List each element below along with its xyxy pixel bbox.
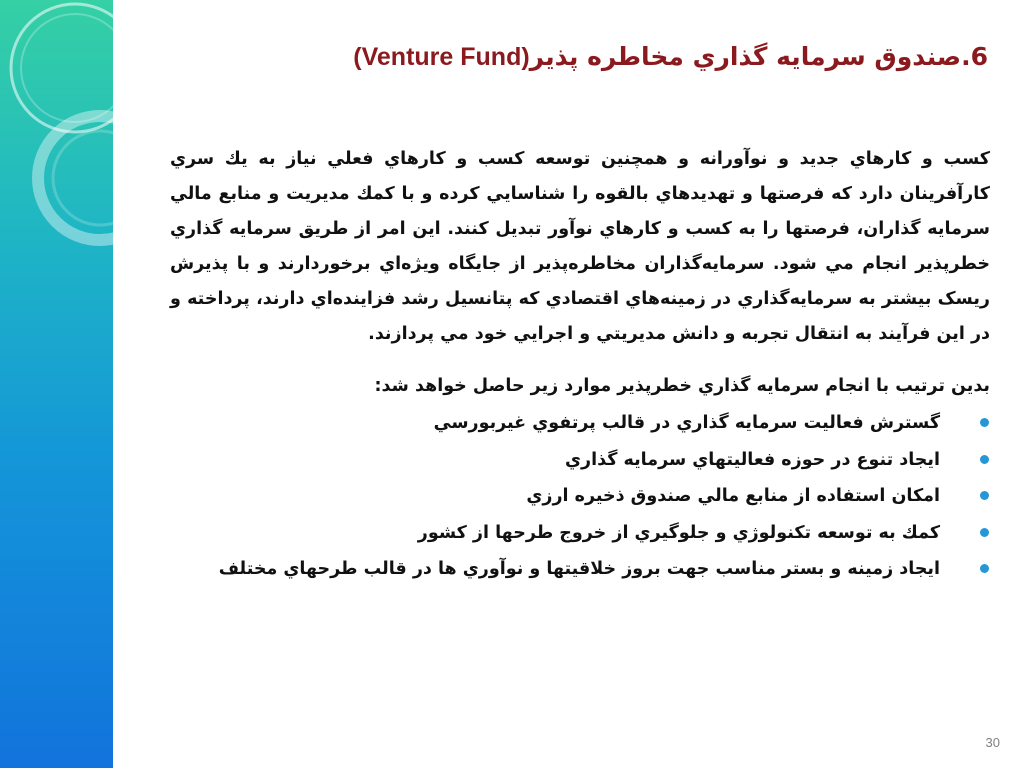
list-item <box>170 482 990 519</box>
list-item <box>170 555 990 592</box>
bullet-text: امكان استفاده از منابع مالي صندوق ذخيره ارزي <box>526 486 940 506</box>
list-item <box>170 519 990 556</box>
bullet-dot-icon <box>980 528 989 537</box>
bullet-text: ايجاد زمينه و بستر مناسب جهت بروز خلاقيتها و نوآوري ها در قالب طرحهاي مختلف <box>218 559 940 579</box>
bullet-text: گسترش فعاليت سرمايه گذاري در قالب پرتفوي غيربورسي <box>433 413 940 433</box>
bullet-list <box>170 409 990 592</box>
list-item <box>170 446 990 483</box>
slide-title-text: 6.صندوق سرمايه گذاري مخاطره پذير <box>529 42 988 71</box>
bullet-text: ايجاد تنوع در حوزه فعاليتهاي سرمايه گذاري <box>565 449 940 470</box>
bullet-dot-icon <box>980 418 989 427</box>
decorative-side-band <box>0 0 113 768</box>
bullet-text: كمك به توسعه تكنولوژي و جلوگيري از خروج طرحها از كشور <box>417 522 940 543</box>
list-item <box>170 409 990 446</box>
bullets-intro: بدين ترتيب با انجام سرمايه گذاري خطرپذير موارد زير حاصل خواهد شد: <box>374 376 990 396</box>
slide-title <box>128 42 988 72</box>
body-paragraph: كسب و كارهاي جديد و نوآورانه و همچنين توسعه كسب و كارهاي فعلي نياز به يك سري كارآفرينان دارد كه فرصتها و تهديدهاي بالقوه را شناسايي كرده و با كمك مديريت و منابع مالي سرمايه گذاران، فرصتها را به كسب و كارهاي نوآور تبديل كنند. اين امر از طريق سرمايه گذاري خطرپذير انجام مي شود. سرمايه‌گذاران مخاطره‌پذير از جايگاه ويژه‌اي برخوردارند و با پذيرش ريسک بيشتر به سرمايه‌گذاري در زمينه‌هاي اقتصادي كه پتانسيل رشد فزاينده‌اي دارند، پرداخته و در اين فرآيند به انتقال تجربه و دانش مديريتي و اجرايي خود مي پردازند. <box>170 149 990 344</box>
decorative-rings-icon <box>0 0 113 768</box>
bullet-dot-icon <box>980 455 989 464</box>
page-number: 30 <box>985 735 1000 750</box>
slide-title-english: (Venture Fund) <box>353 43 530 71</box>
bullet-dot-icon <box>980 491 989 500</box>
bullet-dot-icon <box>980 564 989 573</box>
